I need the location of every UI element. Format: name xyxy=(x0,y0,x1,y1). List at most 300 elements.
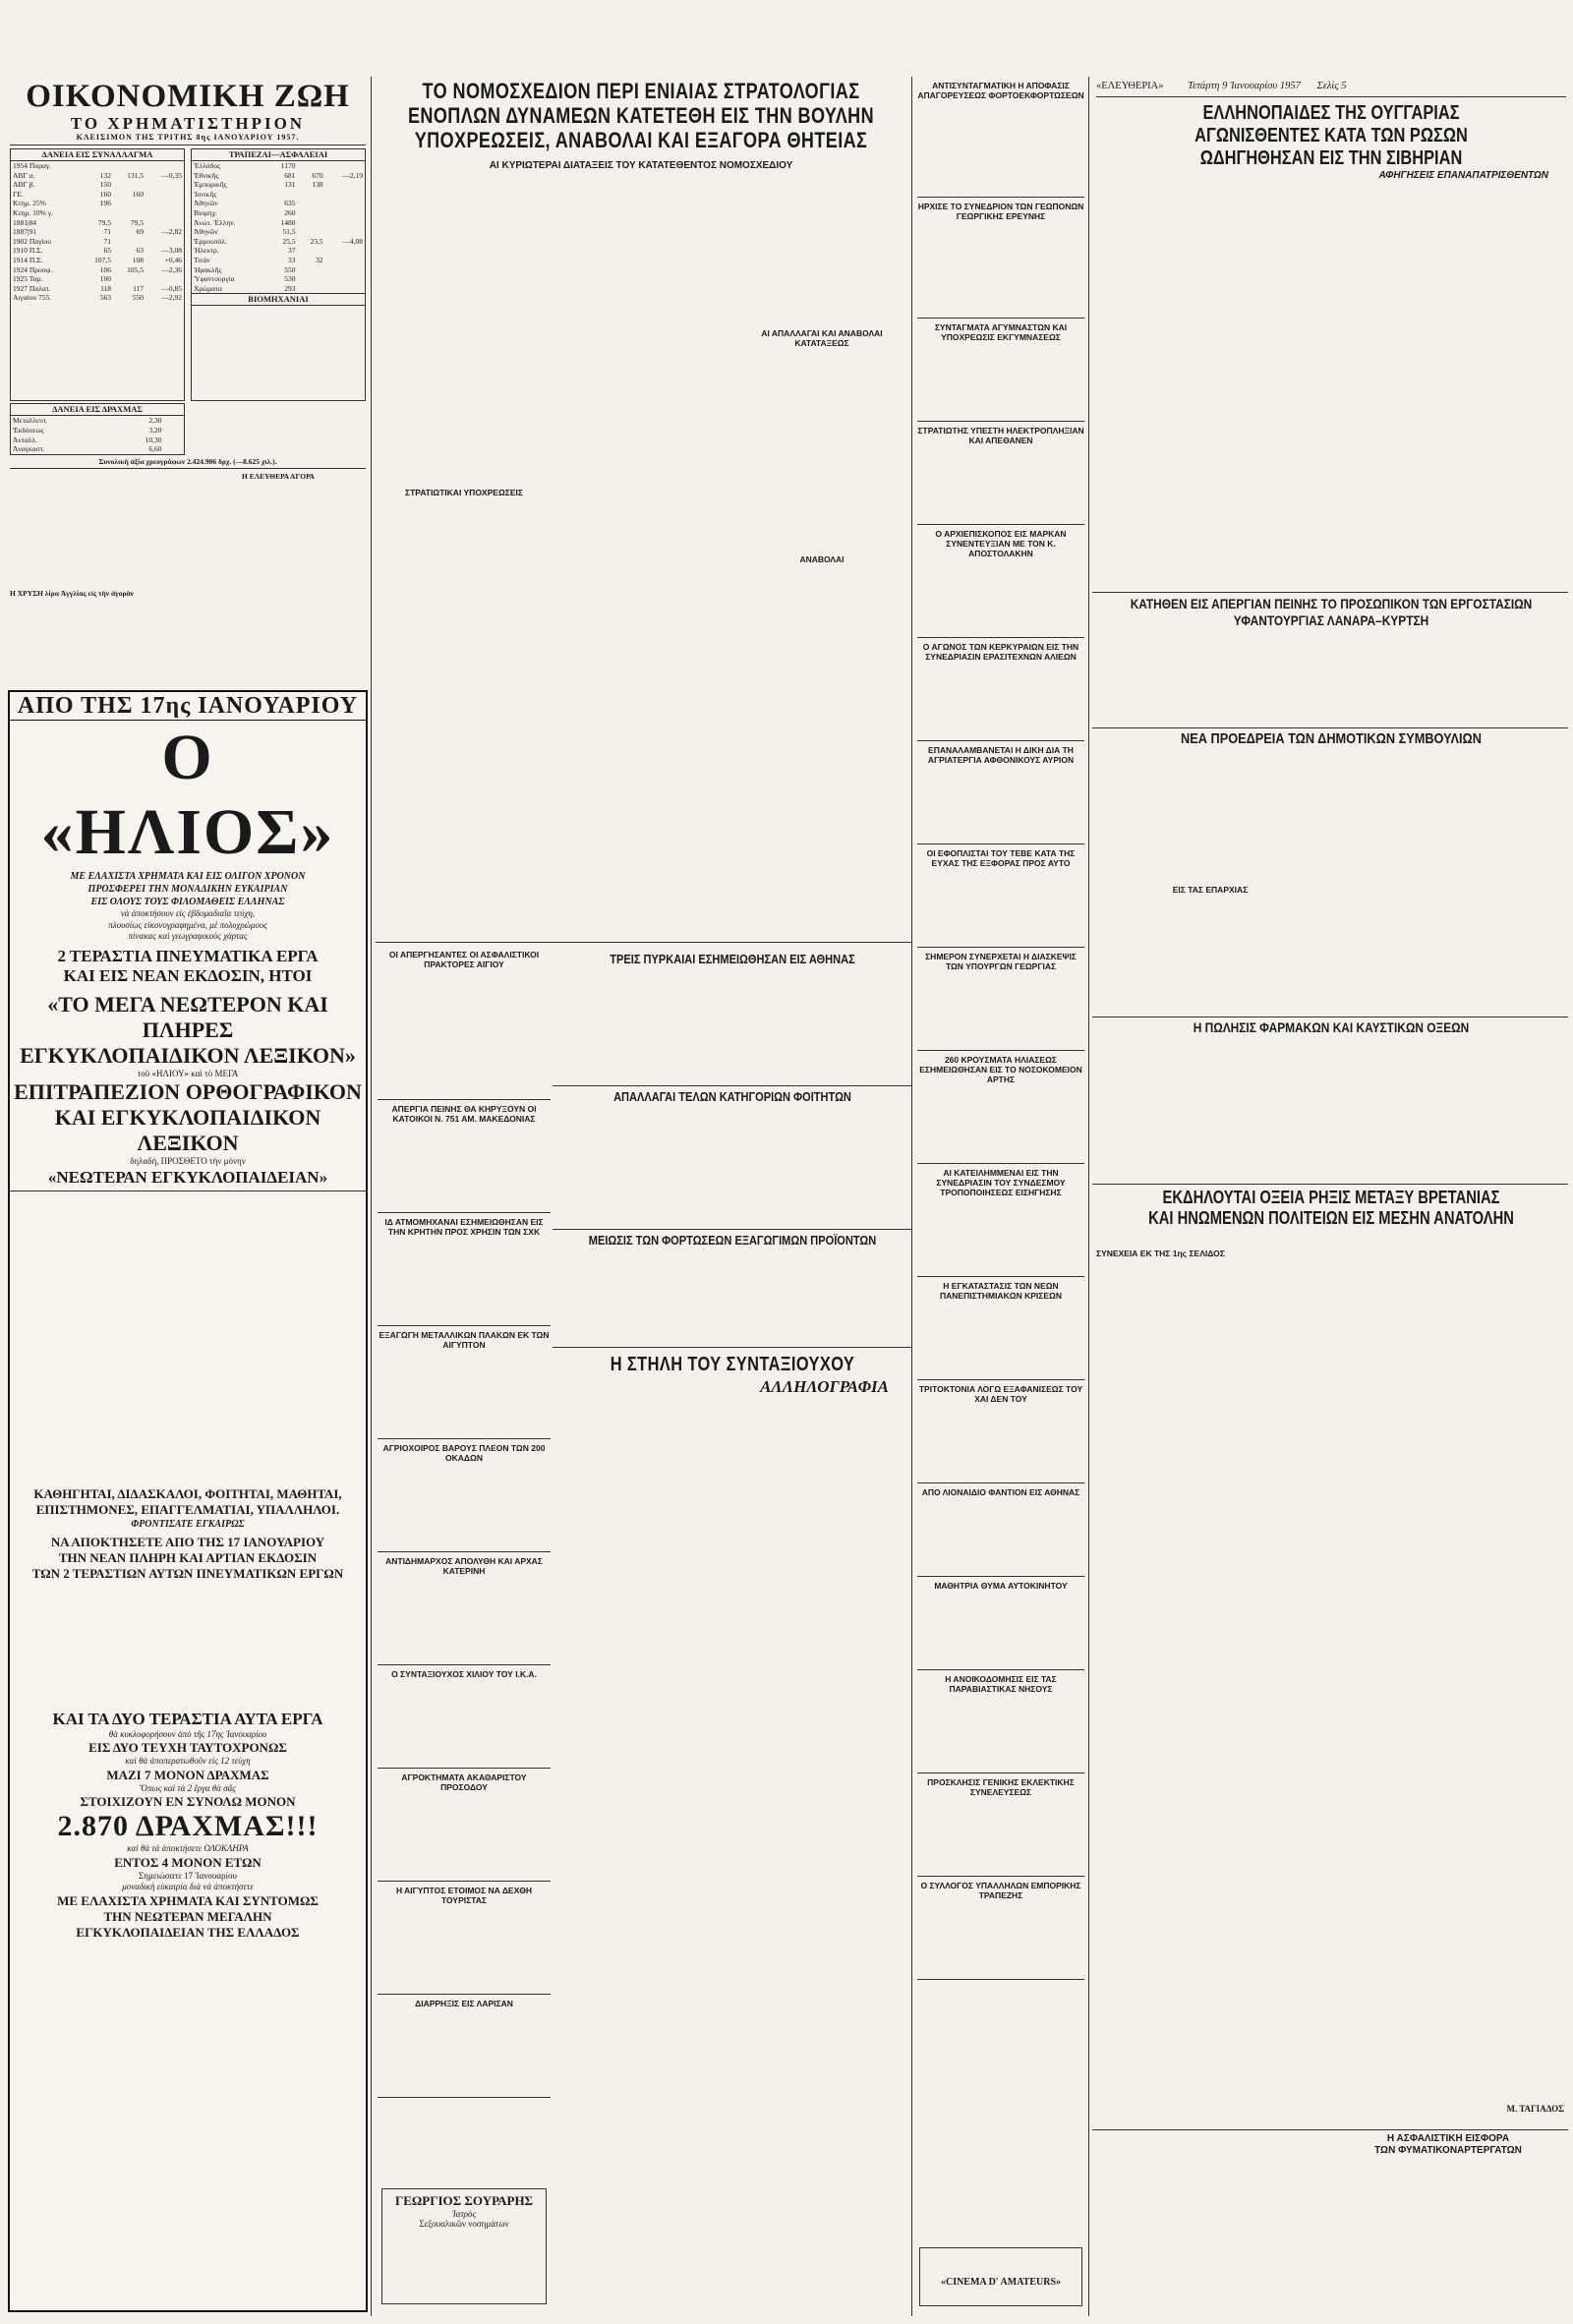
market-row-label: Μεταλλευτ. xyxy=(13,416,48,426)
market-row-label: ΑΒΓ β. xyxy=(13,180,35,190)
market-row-value xyxy=(174,426,184,436)
market-row xyxy=(11,237,184,247)
pharma-headline-block xyxy=(1094,1020,1568,1044)
section-rule xyxy=(376,942,911,943)
conscription-col-3 xyxy=(735,185,908,940)
middle-item-headline: ΣΤΡΑΤΙΩΤΗΣ ΥΠΕΣΤΗ ΗΛΕΚΤΡΟΠΛΗΞΙΑΝ ΚΑΙ ΑΠΕΘΑΝΕΝ xyxy=(917,426,1084,445)
market-row-value xyxy=(297,218,324,228)
market-row-label: Ἡρακλῆς xyxy=(194,264,222,274)
section-rule xyxy=(1092,1184,1568,1185)
market-row-label: Ἀθηνῶν xyxy=(194,199,218,208)
market-row-value xyxy=(325,199,365,208)
market-row-value: 37 xyxy=(287,246,296,256)
students-col-1 xyxy=(556,1109,729,1227)
market-row-value xyxy=(174,436,184,445)
market-row-value xyxy=(297,227,324,237)
item-rule xyxy=(917,1979,1084,1980)
ad-as-works: Ὅπως καὶ τὰ 2 ἔργα θὰ σᾶς xyxy=(140,1782,236,1793)
presidency-col-2 xyxy=(1332,757,1564,1015)
item-rule xyxy=(917,1669,1084,1670)
article-text xyxy=(735,564,908,938)
ad-lexicon-of: τοῦ «ΗΛΙΟΥ» καὶ τὸ ΜΕΓΑ xyxy=(137,1068,239,1078)
pensioner-deck: ΑΛΛΗΛΟΓΡΑΦΙΑ xyxy=(760,1377,889,1396)
article-text xyxy=(378,497,551,938)
ad-detail-text xyxy=(10,1582,366,1710)
ad-namely: δηλαδή, ΠΡΟΣΘΕΤΟ τὴν μόνην xyxy=(130,1156,246,1166)
market-row-value xyxy=(325,180,365,190)
ad-date-banner: ΑΠΟ ΤΗΣ 17ης ΙΑΝΟΥΑΡΙΟΥ xyxy=(10,692,366,721)
market-row-value xyxy=(146,199,184,208)
item-rule xyxy=(917,421,1084,422)
loans-box xyxy=(10,148,185,401)
market-row xyxy=(11,171,184,181)
market-tables xyxy=(10,148,366,401)
market-row-value: 106 xyxy=(99,264,112,274)
item-rule xyxy=(917,1772,1084,1773)
market-row-value xyxy=(113,161,146,171)
article-text xyxy=(1332,2167,1564,2312)
market-row-value xyxy=(325,190,365,200)
article-text xyxy=(1096,757,1324,885)
section-rule xyxy=(1092,2129,1568,2130)
middle-item-headline: ΜΑΘΗΤΡΙΑ ΘΥΜΑ ΑΥΤΟΚΙΝΗΤΟΥ xyxy=(934,1581,1068,1591)
market-row-value xyxy=(297,265,324,275)
market-row-label: Ἀθηνῶν xyxy=(194,227,218,237)
market-row-value: 670 xyxy=(312,170,323,180)
ad-twelve-issues: καὶ θὰ ἀποπερατωθοῦν εἰς 12 τεύχη xyxy=(125,1756,251,1766)
article-text xyxy=(917,1797,1084,1874)
item-rule xyxy=(917,947,1084,948)
industry-listing xyxy=(192,306,365,400)
ad-audience-2: ΕΠΙΣΤΗΜΟΝΕΣ, ΕΠΑΓΓΕΛΜΑΤΙΑΙ, ΥΠΑΛΛΗΛΟΙ. xyxy=(35,1501,340,1517)
ad-lexicon-2: ΕΓΚΥΚΛΟΠΑΙΔΙΚΟΝ ΛΕΞΙΚΟΝ» xyxy=(20,1042,356,1068)
article-text xyxy=(1332,214,1564,586)
article-text xyxy=(378,1124,551,1210)
item-rule xyxy=(917,197,1084,198)
drachma-box xyxy=(10,403,185,454)
market-row-value xyxy=(174,444,184,454)
market-row-value: 138 xyxy=(312,180,323,190)
middle-item-headline: ΑΙ ΚΑΤΕΙΛΗΜΜΕΝΑΙ ΕΙΣ ΤΗΝ ΣΥΝΕΔΡΙΑΣΙΝ ΤΟΥ ΣΥΝΔΕΣΜΟΥ ΤΡΟΠΟΠΟΙΗΣΕΩΣ ΕΙΣΗΓΗΣΗΣ xyxy=(936,1168,1066,1197)
market-row-value: 260 xyxy=(284,207,296,217)
item-rule xyxy=(917,1163,1084,1164)
strike-headline: ΚΑΤΗΘΕΝ ΕΙΣ ΑΠΕΡΓΙΑΝ ΠΕΙΝΗΣ ΤΟ ΠΡΟΣΩΠΙΚΟΝ ΤΩΝ ΕΡΓΟΣΤΑΣΙΩΝ ΥΦΑΝΤΟΥΡΓΙΑΣ ΛΑΝΑΡΑ–ΚΥΡΤΣΗ xyxy=(1130,596,1533,628)
item-rule xyxy=(378,1768,551,1769)
market-row xyxy=(192,246,365,256)
fires-col-1 xyxy=(556,973,729,1081)
market-row-value: 196 xyxy=(99,199,112,208)
market-row-value: 1170 xyxy=(280,161,296,170)
market-row-value: 1480 xyxy=(280,217,296,227)
item-rule xyxy=(378,1994,551,1995)
pensioner-headline: Η ΣΤΗΛΗ ΤΟΥ ΣΥΝΤΑΞΙΟΥΧΟΥ xyxy=(610,1354,855,1375)
rift-headline-block xyxy=(1094,1188,1568,1249)
cinema-ad-name: «CINEMA D' AMATEURS» xyxy=(940,2277,1062,2288)
ad-unique-chance: μοναδικὴ εὐκαιρία διὰ νὰ ἀποκτήσετε xyxy=(122,1882,254,1891)
market-row xyxy=(11,218,184,228)
market-row xyxy=(192,171,365,181)
students-col-2 xyxy=(735,1109,908,1227)
market-row-label: 1927 Παλατ. xyxy=(13,283,51,293)
doctor-name: ΓΕΩΡΓΙΟΣ ΣΟΥΡΑΡΗΣ xyxy=(394,2193,534,2208)
market-row-value: —3,08 xyxy=(161,246,182,256)
ad-footer-text xyxy=(10,1941,366,2057)
market-row-value xyxy=(146,161,184,171)
market-row-label: Ἀναγκαστ. xyxy=(13,444,45,454)
market-row-value xyxy=(297,199,324,208)
market-subtitle: ΤΟ ΧΡΗΜΑΤΙΣΤΗΡΙΟΝ xyxy=(70,114,306,133)
market-row xyxy=(11,284,184,294)
item-rule xyxy=(378,1099,551,1100)
market-row-value xyxy=(297,284,324,294)
item-rule xyxy=(917,1050,1084,1051)
hungary-head-3: ΩΔΗΓΗΘΗΣΑΝ ΕΙΣ ΤΗΝ ΣΙΒΗΡΙΑΝ xyxy=(1199,147,1463,169)
market-row xyxy=(11,265,184,275)
market-row-value: —2,36 xyxy=(161,264,182,274)
market-row-value: 160 xyxy=(99,189,112,199)
market-row-value: —2,19 xyxy=(342,170,363,180)
subhead-exemptions: ΑΙ ΑΠΑΛΛΑΓΑΙ ΚΑΙ ΑΝΑΒΟΛΑΙ ΚΑΤΑΤΑΞΕΩΣ xyxy=(761,328,883,348)
middle-item-headline: Η ΕΓΚΑΤΑΣΤΑΣΙΣ ΤΩΝ ΝΕΩΝ ΠΑΝΕΠΙΣΤΗΜΙΑΚΩΝ ΚΡΙΣΕΩΝ xyxy=(940,1281,1062,1301)
doctor-specialty: Σεξουαλικῶν νοσημάτων xyxy=(419,2219,509,2229)
cargo-col-1 xyxy=(556,1252,729,1343)
market-row-label: Ἀνώτ. Ἐλλην. xyxy=(194,217,236,227)
item-rule xyxy=(917,843,1084,844)
article-text xyxy=(917,1301,1084,1377)
section-rule xyxy=(553,1229,911,1230)
strike-headline-block xyxy=(1094,596,1568,637)
doctor-details xyxy=(386,2232,542,2291)
market-row-value: 293 xyxy=(284,283,296,293)
market-row xyxy=(192,274,365,284)
market-row xyxy=(192,208,365,218)
market-row-label: 1925 Ταμ. xyxy=(13,274,43,284)
market-section xyxy=(10,79,366,688)
article-text xyxy=(1332,757,1564,1013)
market-row-label: Ἐμπορικῆς xyxy=(194,180,227,190)
article-text xyxy=(735,1109,908,1227)
article-text xyxy=(917,342,1084,419)
item-rule xyxy=(917,1576,1084,1577)
tb-col-2 xyxy=(1332,2167,1564,2314)
column-rule xyxy=(1088,77,1089,2316)
cinema-ad-text xyxy=(923,2251,1078,2277)
ad-whole: καὶ θὰ τὰ ἀποκτήσετε ΟΛΟΚΛΗΡΑ xyxy=(127,1843,249,1853)
cinema-ad xyxy=(919,2247,1082,2306)
conscription-head-3: ΥΠΟΧΡΕΩΣΕΙΣ, ΑΝΑΒΟΛΑΙ ΚΑΙ ΕΞΑΓΟΡΑ ΘΗΤΕΙΑΣ xyxy=(414,128,868,152)
market-row-value: 65 xyxy=(103,246,112,256)
loans-box-title: ΔΑΝΕΙΑ ΕΙΣ ΣΥΝΑΛΛΑΓΜΑ xyxy=(11,149,184,161)
item-rule xyxy=(378,1881,551,1882)
market-row-label: Κτημ. 10% γ. xyxy=(13,207,53,217)
market-row xyxy=(11,161,184,171)
cargo-col-2 xyxy=(735,1252,908,1343)
paper-name: «ΕΛΕΥΘΕΡΙΑ» xyxy=(1096,81,1164,91)
market-row-value: —0,85 xyxy=(161,283,182,293)
article-text xyxy=(735,973,908,1081)
conscription-deck: ΑΙ ΚΥΡΙΩΤΕΡΑΙ ΔΙΑΤΑΞΕΙΣ ΤΟΥ ΚΑΤΑΤΕΘΕΝΤΟΣ ΝΟΜΟΣΧΕΔΙΟΥ xyxy=(489,160,793,171)
strike-col-2 xyxy=(1332,639,1564,726)
header-rule xyxy=(1096,96,1566,97)
market-row-value xyxy=(325,161,365,171)
short-item-headline: Ο ΣΥΝΤΑΞΙΟΥΧΟΣ ΧΙΛΙΟΥ ΤΟΥ Ι.Κ.Α. xyxy=(391,1669,537,1679)
market-row-label: Ἑρμουπόλ. xyxy=(194,236,227,246)
market-row xyxy=(192,256,365,265)
article-text xyxy=(1096,1258,1324,2120)
short-item-headline: ΔΙΑΡΡΗΞΙΣ ΕΙΣ ΛΑΡΙΣΑΝ xyxy=(415,1999,513,2008)
ad-dictionary-2: ΚΑΙ ΕΓΚΥΚΛΟΠΑΙΔΙΚΟΝ ΛΕΞΙΚΟΝ xyxy=(54,1105,321,1155)
market-row xyxy=(11,416,184,426)
item-rule xyxy=(378,1664,551,1665)
loans-table xyxy=(11,161,184,303)
market-row-value: 51,5 xyxy=(282,227,296,237)
market-row-value xyxy=(325,284,365,294)
market-row-value xyxy=(297,208,324,218)
market-row-label: 1881|84 xyxy=(13,217,37,227)
middle-item-headline: Ο ΑΓΩΝΟΣ ΤΩΝ ΚΕΡΚΥΡΑΙΩΝ ΕΙΣ ΤΗΝ ΣΥΝΕΔΡΙΑΣΙΝ ΕΡΑΣΙΤΕΧΝΩΝ ΑΛΙΕΩΝ xyxy=(922,642,1079,662)
article-text xyxy=(917,1591,1084,1667)
market-row-label: 1924 Προσφ. xyxy=(13,264,53,274)
subhead-obligations: ΣΤΡΑΤΙΩΤΙΚΑΙ ΥΠΟΧΡΕΩΣΕΙΣ xyxy=(404,488,523,497)
article-text xyxy=(378,1463,551,1549)
market-row-value xyxy=(146,274,184,284)
hungary-headline xyxy=(1094,102,1568,212)
conscription-col-2 xyxy=(556,185,729,940)
market-row-value xyxy=(146,208,184,218)
hungary-deck: ΑΦΗΓΗΣΕΙΣ ΕΠΑΝΑΠΑΤΡΙΣΘΕΝΤΩΝ xyxy=(1378,170,1548,181)
free-market-text xyxy=(191,482,366,588)
industry-title: ΒΙΟΜΗΧΑΝΙΑΙ xyxy=(192,293,365,306)
item-rule xyxy=(917,524,1084,525)
market-row-label: Κτημ. 25% xyxy=(13,199,46,208)
market-row-value xyxy=(113,180,146,190)
article-text xyxy=(378,1679,551,1766)
ad-heading-edition: ΚΑΙ ΕΙΣ ΝΕΑΝ ΕΚΔΟΣΙΝ, ΗΤΟΙ xyxy=(63,965,313,985)
market-row xyxy=(11,199,184,208)
article-text xyxy=(735,1402,908,2312)
article-text xyxy=(378,185,551,488)
market-row-value xyxy=(325,274,365,284)
ad-line-1: νὰ ἀποκτήσουν εἰς ἑβδομαδιαῖα τεύχη, xyxy=(120,908,256,918)
ad-four-years: ΕΝΤΟΣ 4 ΜΟΝΟΝ ΕΤΩΝ xyxy=(114,1854,262,1870)
market-row-value: —4,08 xyxy=(342,236,363,246)
short-items-column xyxy=(378,948,551,2314)
market-row-value: 23,5 xyxy=(310,236,323,246)
fires-headline: ΤΡΕΙΣ ΠΥΡΚΑΙΑΙ ΕΣΗΜΕΙΩΘΗΣΑΝ ΕΙΣ ΑΘΗΝΑΣ xyxy=(610,952,855,966)
short-item-headline: ΕΞΑΓΩΓΗ ΜΕΤΑΛΛΙΚΩΝ ΠΛΑΚΩΝ ΕΚ ΤΩΝ ΑΙΓΥΠΤΟΝ xyxy=(379,1330,550,1350)
rift-continued: ΣΥΝΕΧΕΙΑ ΕΚ ΤΗΣ 1ης ΣΕΛΙΔΟΣ xyxy=(1096,1249,1225,1258)
middle-item-headline: ΟΙ ΕΦΟΠΛΙΣΤΑΙ ΤΟΥ ΤΕΒΕ ΚΑΤΑ ΤΗΣ ΕΥΧΑΣ ΤΗΣ ΕΞΦΟΡΑΣ ΠΡΟΣ ΑΥΤΟ xyxy=(926,848,1076,868)
market-row-value xyxy=(146,218,184,228)
market-row-value xyxy=(113,208,146,218)
article-text xyxy=(917,1084,1084,1161)
market-row-label: Ὑφαντουργία xyxy=(194,274,235,284)
article-text xyxy=(917,221,1084,316)
market-row xyxy=(192,284,365,294)
doctor-ad xyxy=(381,2188,547,2304)
ad-two-issues: ΕΙΣ ΔΥΟ ΤΕΥΧΗ ΤΑΥΤΟΧΡΟΝΩΣ xyxy=(88,1740,287,1755)
market-row-value: 33 xyxy=(287,255,296,264)
article-text xyxy=(378,1792,551,1879)
page-date: Τετάρτη 9 Ἰανουαρίου 1957 xyxy=(1188,81,1301,91)
conscription-col-1 xyxy=(378,185,551,940)
article-text xyxy=(556,973,729,1081)
market-row-value: 635 xyxy=(284,199,296,208)
market-row-value: 6,60 xyxy=(148,444,162,454)
article-text xyxy=(1332,639,1564,724)
market-row-value xyxy=(113,237,146,247)
market-row-value xyxy=(297,190,324,200)
conscription-head-2: ΕΝΟΠΛΩΝ ΔΥΝΑΜΕΩΝ ΚΑΤΕΤΕΘΗ ΕΙΣ ΤΗΝ ΒΟΥΛΗΝ xyxy=(407,103,875,128)
middle-item-headline: Η ΑΝΟΙΚΟΔΟΜΗΣΙΣ ΕΙΣ ΤΑΣ ΠΑΡΑΒΙΑΣΤΙΚΑΣ ΝΗΣΟΥΣ xyxy=(945,1674,1057,1694)
conscription-headline xyxy=(376,79,906,181)
drachma-table xyxy=(11,416,184,453)
article-text xyxy=(378,1350,551,1436)
market-row-value: 71 xyxy=(103,227,112,237)
ad-heading-works: 2 ΤΕΡΑΣΤΙΑ ΠΝΕΥΜΑΤΙΚΑ ΕΡΓΑ xyxy=(57,946,319,965)
article-text xyxy=(378,1576,551,1662)
market-row xyxy=(192,199,365,208)
market-row-value xyxy=(297,246,324,256)
item-rule xyxy=(917,1482,1084,1483)
market-row-value: 160 xyxy=(132,189,145,199)
market-row-label: Ἠλεκτρ. xyxy=(194,246,219,256)
column-rule xyxy=(911,77,912,2316)
market-row-value: 550 xyxy=(132,293,145,303)
article-text xyxy=(556,1109,729,1227)
market-row-value: 530 xyxy=(284,274,296,284)
market-row-value: —2,92 xyxy=(161,293,182,303)
market-row-label: 1910 Π.Σ. xyxy=(13,246,43,256)
market-row-value: 132 xyxy=(99,170,112,180)
market-row xyxy=(11,256,184,265)
market-row-value: +0,46 xyxy=(164,255,182,264)
ad-note-date: Σημειώσατε 17 Ἰανουαρίου xyxy=(139,1870,237,1881)
ad-caption-2: ΠΡΟΣΦΕΡΕΙ ΤΗΝ ΜΟΝΑΔΙΚΗΝ ΕΥΚΑΙΡΙΑΝ xyxy=(87,884,288,895)
market-row-value: 105,5 xyxy=(127,264,145,274)
market-row-value xyxy=(266,190,297,200)
middle-items-column xyxy=(917,81,1084,2312)
market-row-value xyxy=(81,208,113,218)
article-text xyxy=(556,185,729,928)
ad-cheap-fast: ΜΕ ΕΛΑΧΙΣΤΑ ΧΡΗΜΑΤΑ ΚΑΙ ΣΥΝΤΟΜΩΣ xyxy=(57,1892,319,1908)
middle-item-headline: ΠΡΟΣΚΛΗΣΙΣ ΓΕΝΙΚΗΣ ΕΚΛΕΚΤΙΚΗΣ ΣΥΝΕΛΕΥΣΕΩΣ xyxy=(927,1777,1075,1797)
market-row-value: —0,35 xyxy=(161,170,182,180)
strike-col-1 xyxy=(1096,639,1324,726)
item-rule xyxy=(917,318,1084,319)
banks-table xyxy=(192,161,365,293)
market-row-value xyxy=(113,199,146,208)
market-row-value xyxy=(163,416,173,426)
ad-caption-1: ΜΕ ΕΛΑΧΙΣΤΑ ΧΡΗΜΑΤΑ ΚΑΙ ΕΙΣ ΟΛΙΓΟΝ ΧΡΟΝΟΝ xyxy=(70,871,306,882)
rift-col-1 xyxy=(1096,1249,1324,2125)
subhead-deferments: ΑΝΑΒΟΛΑΙ xyxy=(799,554,845,564)
ad-caption-3: ΕΙΣ ΟΛΟΥΣ ΤΟΥΣ ΦΙΛΟΜΑΘΕΙΣ ΕΛΛΗΝΑΣ xyxy=(90,897,285,907)
market-row-value: —2,82 xyxy=(161,227,182,237)
column-rule xyxy=(371,77,372,2316)
conscription-head-1: ΤΟ ΝΟΜΟΣΧΕΔΙΟΝ ΠΕΡΙ ΕΝΙΑΙΑΣ ΣΤΡΑΤΟΛΟΓΙΑΣ xyxy=(422,79,860,103)
market-row-value xyxy=(325,256,365,265)
gold-line: Η ΧΡΥΣΗ λίρα Ἀγγλίας εἰς τὴν ἀγορὰν xyxy=(10,589,134,599)
article-text xyxy=(735,1252,908,1343)
market-row-value: 550 xyxy=(284,264,296,274)
article-text xyxy=(1332,1249,1564,2104)
market-row-label: Ἰονικῆς xyxy=(194,189,217,199)
article-text xyxy=(556,1252,729,1343)
item-rule xyxy=(378,2097,551,2098)
market-row-value: 108 xyxy=(132,255,145,264)
short-item-headline: Η ΑΙΓΥΠΤΟΣ ΕΤΟΙΜΟΣ ΝΑ ΔΕΧΘΗ ΤΟΥΡΙΣΤΑΣ xyxy=(395,1886,533,1905)
ad-acquire-1: ΝΑ ΑΠΟΚΤΗΣΕΤΕ ΑΠΟ ΤΗΣ 17 ΙΑΝΟΥΑΡΙΟΥ xyxy=(50,1534,325,1549)
market-row-value: 2,30 xyxy=(148,416,162,426)
market-row-value xyxy=(163,436,173,445)
market-row-value: 69 xyxy=(136,227,145,237)
market-row-value: 150 xyxy=(99,180,112,190)
doctor-role: Ἰατρὸς xyxy=(451,2209,477,2219)
market-row xyxy=(11,227,184,237)
market-row-value xyxy=(325,208,365,218)
rift-col-2 xyxy=(1332,1249,1564,2125)
tb-head-1: Η ΑΣΦΑΛΙΣΤΙΚΗ ΕΙΣΦΟΡΑ xyxy=(1386,2133,1510,2144)
market-row-value xyxy=(146,180,184,190)
article-text xyxy=(917,445,1084,522)
market-row-label: Βιομηχ. xyxy=(194,207,217,217)
article-text xyxy=(1096,895,1324,1013)
market-row-label: Ἀνταλλ. xyxy=(13,435,37,444)
market-row-value xyxy=(297,274,324,284)
hungary-head-2: ΑΓΩΝΙΣΘΕΝΤΕΣ ΚΑΤΑ ΤΩΝ ΡΩΣΩΝ xyxy=(1194,125,1468,146)
item-rule xyxy=(917,1379,1084,1380)
market-row xyxy=(11,208,184,218)
province-subhead: ΕΙΣ ΤΑΣ ΕΠΑΡΧΙΑΣ xyxy=(1172,885,1249,895)
market-row xyxy=(192,218,365,228)
market-row-value: 79,5 xyxy=(130,217,145,227)
ad-line-3: πίνακας καὶ γεωγραφικοὺς χάρτας xyxy=(128,931,248,941)
ad-price: 2.870 ΔΡΑΧΜΑΣ!!! xyxy=(57,1810,319,1842)
page-number: Σελὶς 5 xyxy=(1316,81,1347,91)
market-row-value: 118 xyxy=(100,283,112,293)
middle-item-headline: 260 ΚΡΟΥΣΜΑΤΑ ΗΛΙΑΣΕΩΣ ΕΣΗΜΕΙΩΘΗΣΑΝ ΕΙΣ ΤΟ ΝΟΣΟΚΟΜΕΙΟΝ ΑΡΤΗΣ xyxy=(919,1055,1082,1084)
article-text xyxy=(917,971,1084,1048)
ad-encyclopedia: «ΝΕΩΤΕΡΑΝ ΕΓΚΥΚΛΟΠΑΙΔΕΙΑΝ» xyxy=(47,1167,328,1187)
market-row-label: Ἑλλάδος xyxy=(194,161,221,170)
market-row xyxy=(192,180,365,190)
middle-item-headline: ΤΡΙΤΟΚΤΟΝΙΑ ΛΟΓΩ ΕΞΑΦΑΝΙΣΕΩΣ ΤΟΥ ΧΑΙ ΔΕΝ ΤΟΥ xyxy=(918,1384,1083,1404)
article-text xyxy=(1332,1044,1564,1180)
middle-item-headline: ΑΝΤΙΣΥΝΤΑΓΜΑΤΙΚΗ Η ΑΠΟΦΑΣΙΣ ΑΠΑΓΟΡΕΥΣΕΩΣ ΦΟΡΤΟΕΚΦΟΡΤΩΣΕΩΝ xyxy=(917,81,1084,100)
middle-item-headline: ΕΠΑΝΑΛΑΜΒΑΝΕΤΑΙ Η ΔΙΚΗ ΔΙΑ ΤΗ ΑΓΡΙΑΤΕΡΓΙΑ ΑΦΘΟΝΙΚΟΥΣ ΑΥΡΙΟΝ xyxy=(927,745,1075,765)
ad-line-2: πλουσίως εἰκονογραφημένα, μὲ πολυχρώμους xyxy=(108,919,267,930)
market-row-label: 1954 Παραγ. xyxy=(13,161,52,170)
market-row-value: 63 xyxy=(136,246,145,256)
short-item-headline: ΑΓΡΙΟΧΟΙΡΟΣ ΒΑΡΟΥΣ ΠΛΕΟΝ ΤΩΝ 200 ΟΚΑΔΩΝ xyxy=(382,1443,546,1463)
banks-box-title: ΤΡΑΠΕΖΑΙ—ΑΣΦΑΛΕΙΑΙ xyxy=(192,149,365,161)
section-rule xyxy=(1092,592,1568,593)
market-row-label: Αιγαίου 755. xyxy=(13,293,52,303)
article-text xyxy=(917,765,1084,842)
market-row xyxy=(11,180,184,190)
market-row xyxy=(192,190,365,200)
market-row xyxy=(11,246,184,256)
market-row-value: 25,5 xyxy=(282,236,296,246)
ad-lexicon-1: «ΤΟ ΜΕΓΑ ΝΕΩΤΕΡΟΝ ΚΑΙ ΠΛΗΡΕΣ xyxy=(47,991,328,1042)
students-headline: ΑΠΑΛΛΑΓΑΙ ΤΕΛΩΝ ΚΑΤΗΓΟΡΙΩΝ ΦΟΙΤΗΤΩΝ xyxy=(613,1089,851,1104)
market-row-value: 117 xyxy=(133,283,145,293)
article-text xyxy=(917,100,1084,195)
market-row-value: 10,30 xyxy=(145,435,162,444)
item-rule xyxy=(378,1212,551,1213)
market-row-value: 563 xyxy=(99,293,112,303)
